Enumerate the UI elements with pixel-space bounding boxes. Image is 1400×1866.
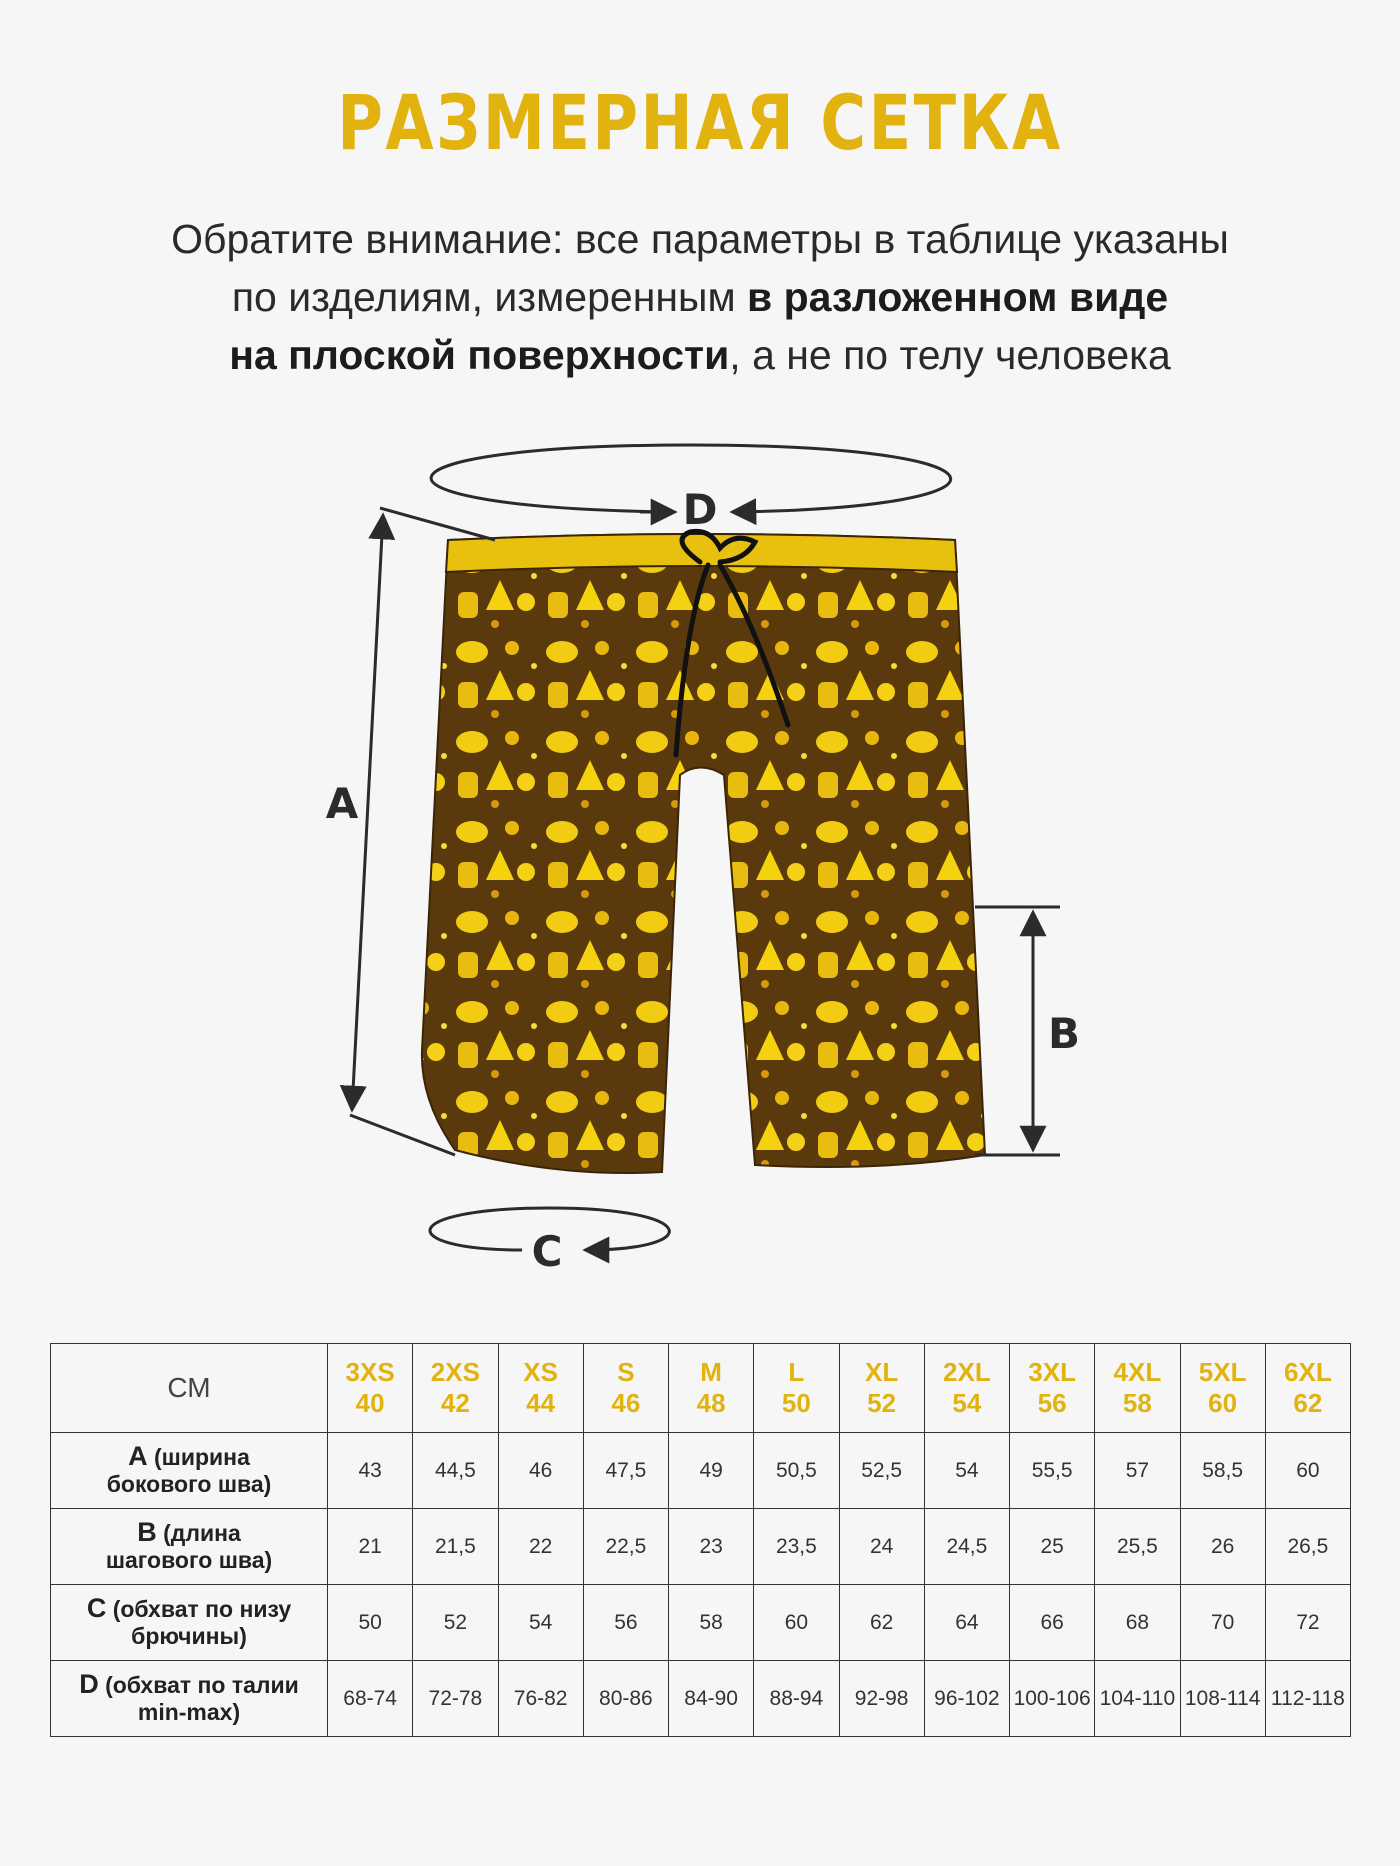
waistband — [446, 534, 957, 572]
label-c: C — [531, 1227, 563, 1276]
value-cell: 49 — [669, 1433, 754, 1509]
value-cell: 92-98 — [839, 1661, 924, 1737]
value-cell: 57 — [1095, 1433, 1180, 1509]
table-row — [51, 1433, 1351, 1509]
value-cell: 112-118 — [1265, 1661, 1350, 1737]
value-cell: 50,5 — [754, 1433, 839, 1509]
row-label: C (обхват по низу брючины) — [51, 1585, 328, 1661]
value-cell: 52,5 — [839, 1433, 924, 1509]
shorts-illustration — [422, 534, 985, 1173]
value-cell: 62 — [839, 1585, 924, 1661]
value-cell: 54 — [924, 1433, 1009, 1509]
size-header-cell: 5XL 60 — [1180, 1344, 1265, 1433]
value-cell: 24 — [839, 1509, 924, 1585]
value-cell: 76-82 — [498, 1661, 583, 1737]
table-row — [51, 1509, 1351, 1585]
note-line-3: на плоской поверхности, а не по телу человека — [229, 332, 1171, 378]
size-header-cell: 6XL 62 — [1265, 1344, 1350, 1433]
value-cell: 72-78 — [413, 1661, 498, 1737]
size-table — [50, 1343, 1351, 1737]
page-title: РАЗМЕРНАЯ СЕТКА — [337, 78, 1063, 167]
size-header-row — [51, 1344, 1351, 1433]
value-cell: 21 — [328, 1509, 413, 1585]
note-line-2: по изделиям, измеренным в разложенном виде — [231, 274, 1169, 320]
size-header-cell: M 48 — [669, 1344, 754, 1433]
row-label: B (длина шагового шва) — [51, 1509, 328, 1585]
value-cell: 46 — [498, 1433, 583, 1509]
size-header-cell: L 50 — [754, 1344, 839, 1433]
row-label: D (обхват по талии min-max) — [51, 1661, 328, 1737]
value-cell: 22,5 — [583, 1509, 668, 1585]
size-header-cell: XS 44 — [498, 1344, 583, 1433]
value-cell: 88-94 — [754, 1661, 839, 1737]
units-cell: СМ — [51, 1344, 328, 1433]
value-cell: 44,5 — [413, 1433, 498, 1509]
value-cell: 100-106 — [1010, 1661, 1095, 1737]
value-cell: 43 — [328, 1433, 413, 1509]
value-cell: 24,5 — [924, 1509, 1009, 1585]
value-cell: 70 — [1180, 1585, 1265, 1661]
value-cell: 104-110 — [1095, 1661, 1180, 1737]
value-cell: 52 — [413, 1585, 498, 1661]
value-cell: 47,5 — [583, 1433, 668, 1509]
value-cell: 64 — [924, 1585, 1009, 1661]
value-cell: 60 — [1265, 1433, 1350, 1509]
value-cell: 54 — [498, 1585, 583, 1661]
size-header-cell: 3XL 56 — [1010, 1344, 1095, 1433]
value-cell: 80-86 — [583, 1661, 668, 1737]
label-d: D — [682, 485, 718, 534]
value-cell: 58 — [669, 1585, 754, 1661]
value-cell: 96-102 — [924, 1661, 1009, 1737]
size-header-cell: 2XL 54 — [924, 1344, 1009, 1433]
size-header-cell: S 46 — [583, 1344, 668, 1433]
table-row — [51, 1661, 1351, 1737]
value-cell: 22 — [498, 1509, 583, 1585]
value-cell: 72 — [1265, 1585, 1350, 1661]
shorts-diagram — [0, 440, 1400, 1300]
value-cell: 68-74 — [328, 1661, 413, 1737]
measurement-note — [0, 210, 1400, 384]
value-cell: 23 — [669, 1509, 754, 1585]
value-cell: 26,5 — [1265, 1509, 1350, 1585]
value-cell: 23,5 — [754, 1509, 839, 1585]
label-b: B — [1047, 1009, 1081, 1058]
row-label: A (ширина бокового шва) — [51, 1433, 328, 1509]
value-cell: 84-90 — [669, 1661, 754, 1737]
note-line-1: Обратите внимание: все параметры в таблице указаны — [171, 216, 1229, 262]
size-header-cell: XL 52 — [839, 1344, 924, 1433]
value-cell: 58,5 — [1180, 1433, 1265, 1509]
size-header-cell: 3XS 40 — [328, 1344, 413, 1433]
value-cell: 68 — [1095, 1585, 1180, 1661]
value-cell: 60 — [754, 1585, 839, 1661]
value-cell: 108-114 — [1180, 1661, 1265, 1737]
value-cell: 25 — [1010, 1509, 1095, 1585]
value-cell: 66 — [1010, 1585, 1095, 1661]
label-a: A — [325, 779, 359, 828]
value-cell: 50 — [328, 1585, 413, 1661]
value-cell: 55,5 — [1010, 1433, 1095, 1509]
value-cell: 25,5 — [1095, 1509, 1180, 1585]
value-cell: 56 — [583, 1585, 668, 1661]
size-header-cell: 2XS 42 — [413, 1344, 498, 1433]
value-cell: 21,5 — [413, 1509, 498, 1585]
table-row — [51, 1585, 1351, 1661]
value-cell: 26 — [1180, 1509, 1265, 1585]
size-header-cell: 4XL 58 — [1095, 1344, 1180, 1433]
